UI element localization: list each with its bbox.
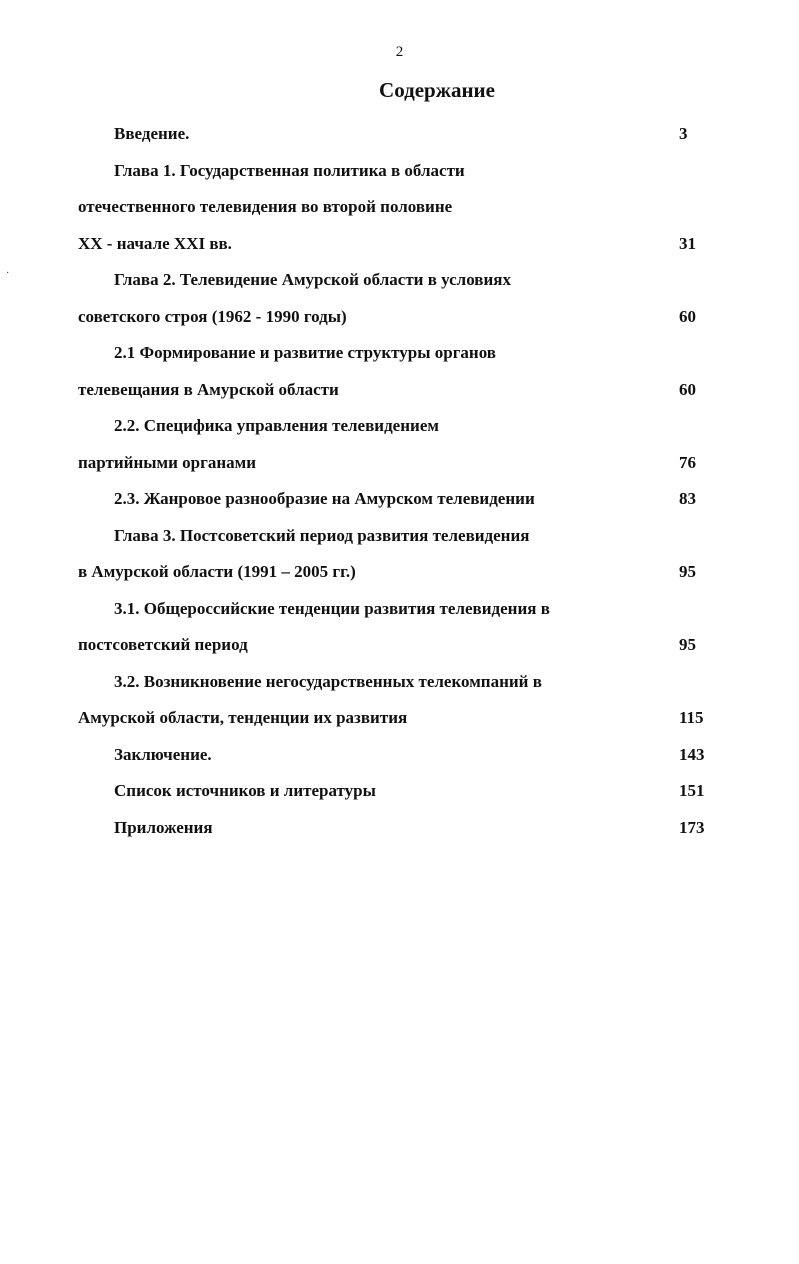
toc-line-section-3-2 [78,664,718,701]
toc-line-introduction [78,116,718,153]
toc-entry-text: 2.3. Жанровое разнообразие на Амурском телевидении [114,489,535,508]
toc-entry-text: Введение. [114,124,190,143]
toc-page-number: 143 [679,744,705,764]
toc-line-bibliography [78,773,718,810]
toc-line-chapter-2-end [78,299,718,336]
toc-line-conclusion [78,737,718,774]
toc-entry-text: 2.1 Формирование и развитие структуры органов [114,343,496,362]
toc-line-chapter-3-end [78,554,718,591]
toc-entry-text: Амурской области, тенденции их развития [78,708,408,727]
toc-entry-text: XX - начале XXI вв. [78,233,232,253]
toc-line-section-2-3 [78,481,718,518]
toc-entry-text: 3.1. Общероссийские тенденции развития телевидения в [114,598,550,618]
toc-entry-text: Приложения [114,817,213,837]
toc-page-number: 95 [679,562,696,581]
table-of-contents [78,116,718,846]
toc-line-section-2-2 [78,408,718,445]
toc-line-section-2-1 [78,335,718,372]
toc-line-section-2-1-end [78,372,718,409]
toc-line-section-3-1 [78,591,718,628]
page-title: Содержание [379,78,495,102]
toc-page-number: 31 [679,233,696,253]
toc-entry-text: партийными органами [78,452,257,472]
toc-line-appendices [78,810,718,847]
toc-line-chapter-1-end [78,226,718,263]
toc-entry-text: в Амурской области (1991 – 2005 гг.) [78,562,356,581]
page-number: 2 [395,44,404,60]
toc-page-number: 83 [679,489,696,508]
toc-line-section-3-1-end [78,627,718,664]
toc-line-chapter-1 [78,153,718,190]
toc-page-number: 151 [679,781,705,800]
toc-entry-text: постсоветский период [78,635,248,654]
toc-line-chapter-1-cont [78,189,718,226]
stray-mark: · [6,268,10,279]
toc-line-chapter-2 [78,262,718,299]
toc-page-number: 60 [679,379,696,399]
toc-page-number: 115 [679,708,704,727]
toc-line-section-3-2-end [78,700,718,737]
toc-page-number: 76 [679,452,696,472]
toc-entry-text: телевещания в Амурской области [78,379,339,399]
toc-entry-text: Заключение. [114,744,212,764]
toc-entry-text: Глава 1. Государственная политика в области [114,160,465,180]
toc-page-number: 3 [679,124,688,143]
toc-line-chapter-3 [78,518,718,555]
toc-entry-text: Глава 3. Постсоветский период развития телевидения [114,525,530,545]
toc-entry-text: 2.2. Специфика управления телевидением [114,416,439,435]
toc-entry-text: 3.2. Возникновение негосударственных телекомпаний в [114,671,542,691]
toc-entry-text: советского строя (1962 - 1990 годы) [78,306,347,326]
toc-entry-text: Список источников и литературы [114,781,376,800]
toc-entry-text: отечественного телевидения во второй половине [78,197,453,216]
toc-line-section-2-2-end [78,445,718,482]
toc-page-number: 173 [679,817,705,837]
toc-entry-text: Глава 2. Телевидение Амурской области в условиях [114,270,511,289]
toc-page-number: 95 [679,635,696,654]
toc-page-number: 60 [679,306,696,326]
